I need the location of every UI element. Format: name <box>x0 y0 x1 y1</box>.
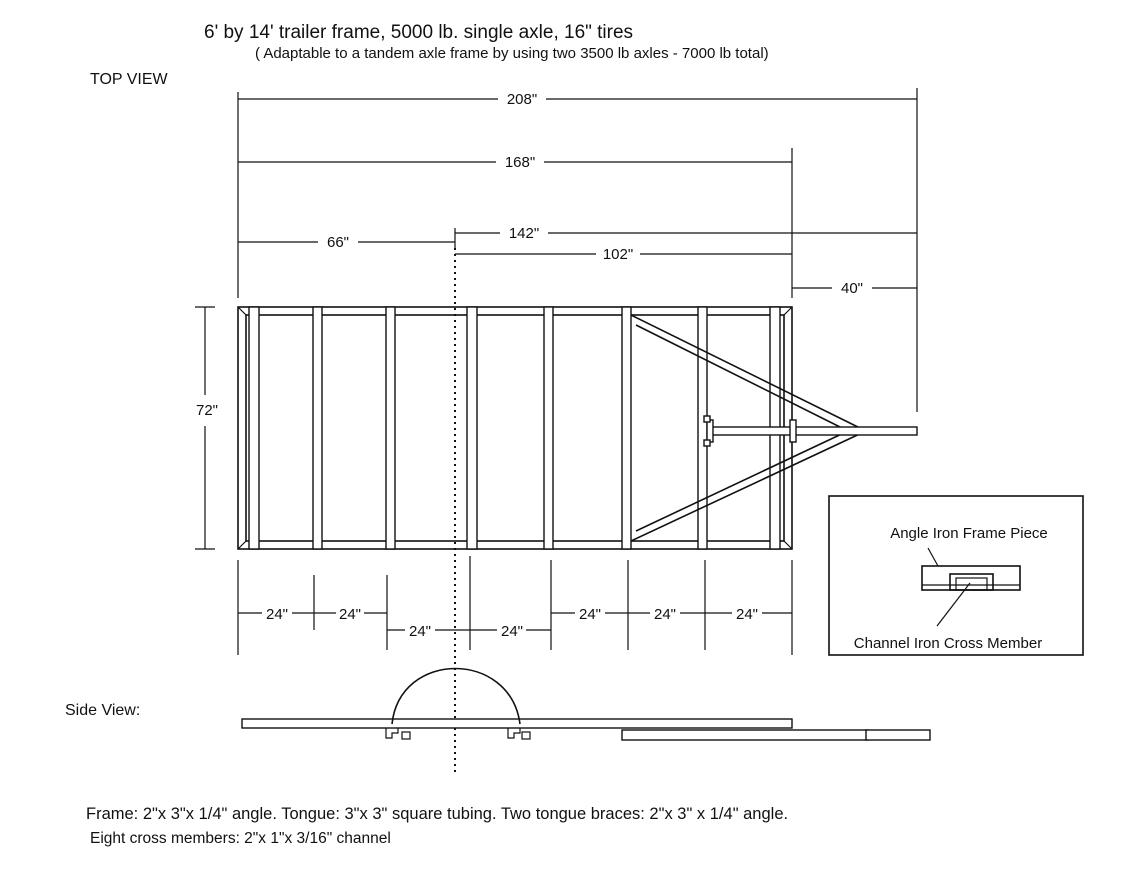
dim-label-72: 72" <box>195 402 219 419</box>
spacing-label: 24" <box>735 606 759 623</box>
diagram-title: 6' by 14' trailer frame, 5000 lb. single axle, 16" tires <box>204 22 634 43</box>
dim-72 <box>195 307 218 549</box>
inset-label-angle-iron: Angle Iron Frame Piece <box>890 525 1048 542</box>
inset-label-channel-iron: Channel Iron Cross Member <box>853 635 1043 652</box>
cross-section-inset <box>829 496 1083 655</box>
wheel-fender-arc <box>392 669 520 725</box>
dim-label-168: 168" <box>504 154 536 171</box>
trailer-side-view <box>242 669 930 741</box>
materials-note-frame: Frame: 2"x 3"x 1/4" angle. Tongue: 3"x 3" square tubing. Two tongue braces: 2"x 3" x 1/4" angle. <box>86 805 789 823</box>
side-view-label: Side View: <box>65 702 141 719</box>
spacing-label: 24" <box>338 606 362 623</box>
spacing-label: 24" <box>578 606 602 623</box>
cross-member <box>313 307 322 549</box>
dim-66 <box>238 234 455 251</box>
dim-label-66: 66" <box>326 234 350 251</box>
cross-member <box>386 307 395 549</box>
top-view-label: TOP VIEW <box>90 71 168 88</box>
dim-142 <box>455 225 917 248</box>
dim-label-142: 142" <box>508 225 540 242</box>
dim-label-102: 102" <box>602 246 634 263</box>
tongue-tube <box>711 427 917 435</box>
dim-40 <box>792 280 917 297</box>
cross-member <box>249 307 259 549</box>
diagram-subtitle: ( Adaptable to a tandem axle frame by using two 3500 lb axles - 7000 lb total) <box>255 45 769 62</box>
side-frame-rail <box>242 719 792 728</box>
spacing-label: 24" <box>265 606 289 623</box>
cross-member <box>622 307 631 549</box>
spacing-label: 24" <box>500 623 524 640</box>
materials-note-cross-members: Eight cross members: 2"x 1"x 3/16" channel <box>90 830 391 847</box>
cross-member <box>698 307 707 549</box>
dim-label-40: 40" <box>840 280 864 297</box>
cross-member <box>544 307 553 549</box>
dim-168 <box>238 148 792 298</box>
dim-102 <box>455 246 792 263</box>
cross-members <box>249 307 780 549</box>
dim-label-208: 208" <box>506 91 538 108</box>
spacing-label: 24" <box>408 623 432 640</box>
cross-member <box>467 307 477 549</box>
spacing-label: 24" <box>653 606 677 623</box>
spacing-dimensions <box>238 556 792 655</box>
side-tongue <box>622 730 868 740</box>
